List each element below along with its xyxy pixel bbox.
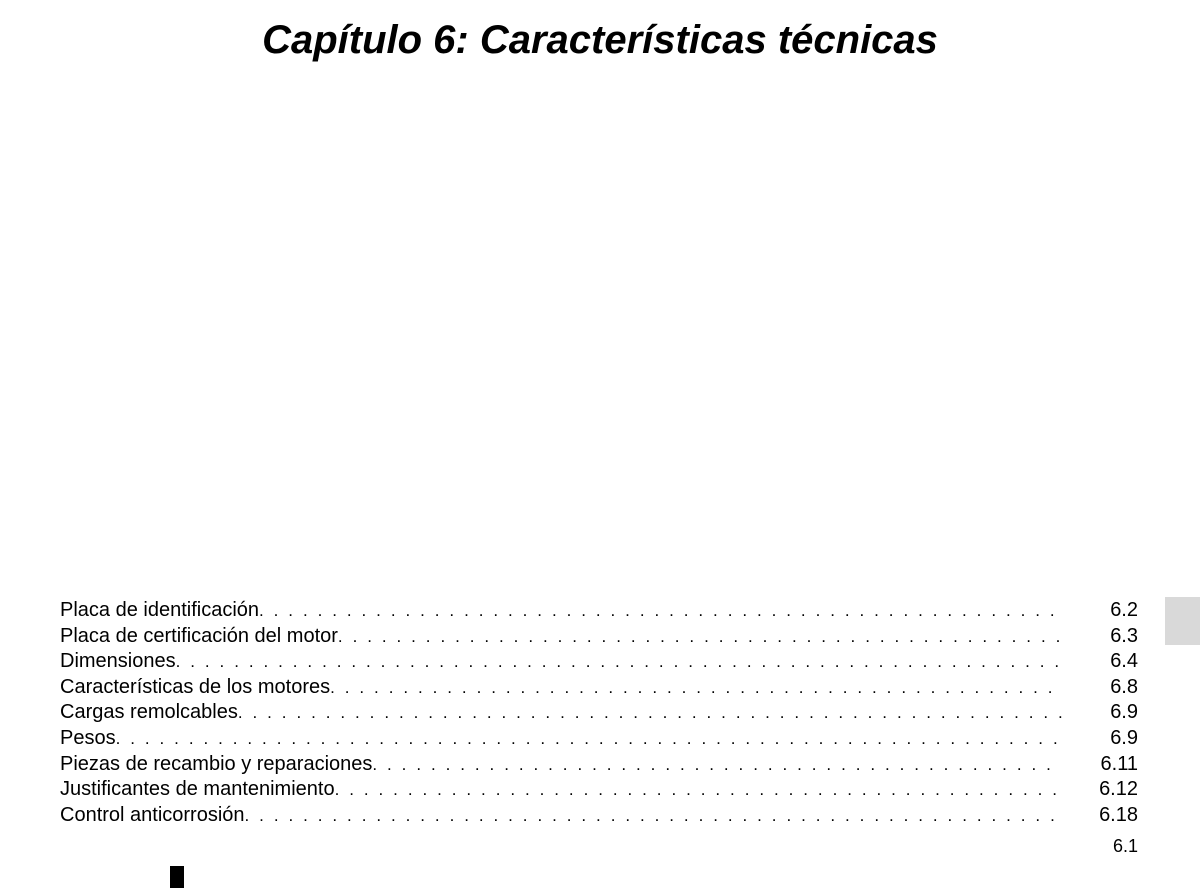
toc-entry-label: Cargas remolcables	[60, 701, 238, 724]
toc-entry[interactable]	[60, 700, 1138, 726]
toc-entry-page: 6.3	[1110, 624, 1138, 647]
toc-entry-page: 6.4	[1110, 650, 1138, 673]
toc-entry-label: Dimensiones	[60, 650, 176, 673]
toc-entry-page: 6.12	[1099, 778, 1138, 801]
toc-entry[interactable]	[60, 777, 1138, 803]
chapter-title: Capítulo 6: Características técnicas	[262, 18, 938, 62]
toc-entry[interactable]	[60, 675, 1138, 701]
toc-dot-leader	[238, 700, 1062, 726]
toc-entry-label: Justificantes de mantenimiento	[60, 778, 335, 801]
toc-dot-leader	[372, 752, 1062, 778]
toc-entry-page: 6.8	[1110, 675, 1138, 698]
table-of-contents	[60, 598, 1138, 828]
toc-entry-label: Placa de identificación	[60, 599, 260, 621]
toc-entry[interactable]	[60, 752, 1138, 778]
toc-entry-page: 6.9	[1110, 701, 1138, 724]
toc-entry-label: Placa de certificación del motor	[60, 624, 338, 647]
toc-entry-page: 6.18	[1099, 803, 1138, 826]
toc-entry-label: Características de los motores	[60, 675, 331, 698]
toc-dot-leader	[176, 649, 1062, 675]
toc-dot-leader	[335, 777, 1062, 803]
toc-dot-leader	[245, 803, 1062, 829]
toc-dot-leader	[330, 675, 1062, 701]
toc-dot-leader	[338, 624, 1062, 650]
toc-entry-page: 6.11	[1100, 752, 1138, 775]
toc-entry-page: 6.2	[1110, 599, 1138, 621]
margin-mark	[170, 866, 184, 888]
toc-entry-label: Control anticorrosión	[60, 803, 245, 826]
chapter-side-tab	[1165, 597, 1200, 645]
toc-entry[interactable]	[60, 726, 1138, 752]
toc-entry[interactable]	[60, 598, 1138, 624]
page-number: 6.1	[1112, 836, 1138, 856]
toc-entry[interactable]	[60, 649, 1138, 675]
toc-entry-label: Pesos	[60, 726, 116, 749]
toc-dot-leader	[116, 726, 1062, 752]
toc-dot-leader	[259, 598, 1062, 624]
toc-entry[interactable]	[60, 624, 1138, 650]
toc-entry-label: Piezas de recambio y reparaciones	[60, 752, 373, 775]
toc-entry[interactable]	[60, 803, 1138, 829]
toc-entry-page: 6.9	[1110, 726, 1138, 749]
